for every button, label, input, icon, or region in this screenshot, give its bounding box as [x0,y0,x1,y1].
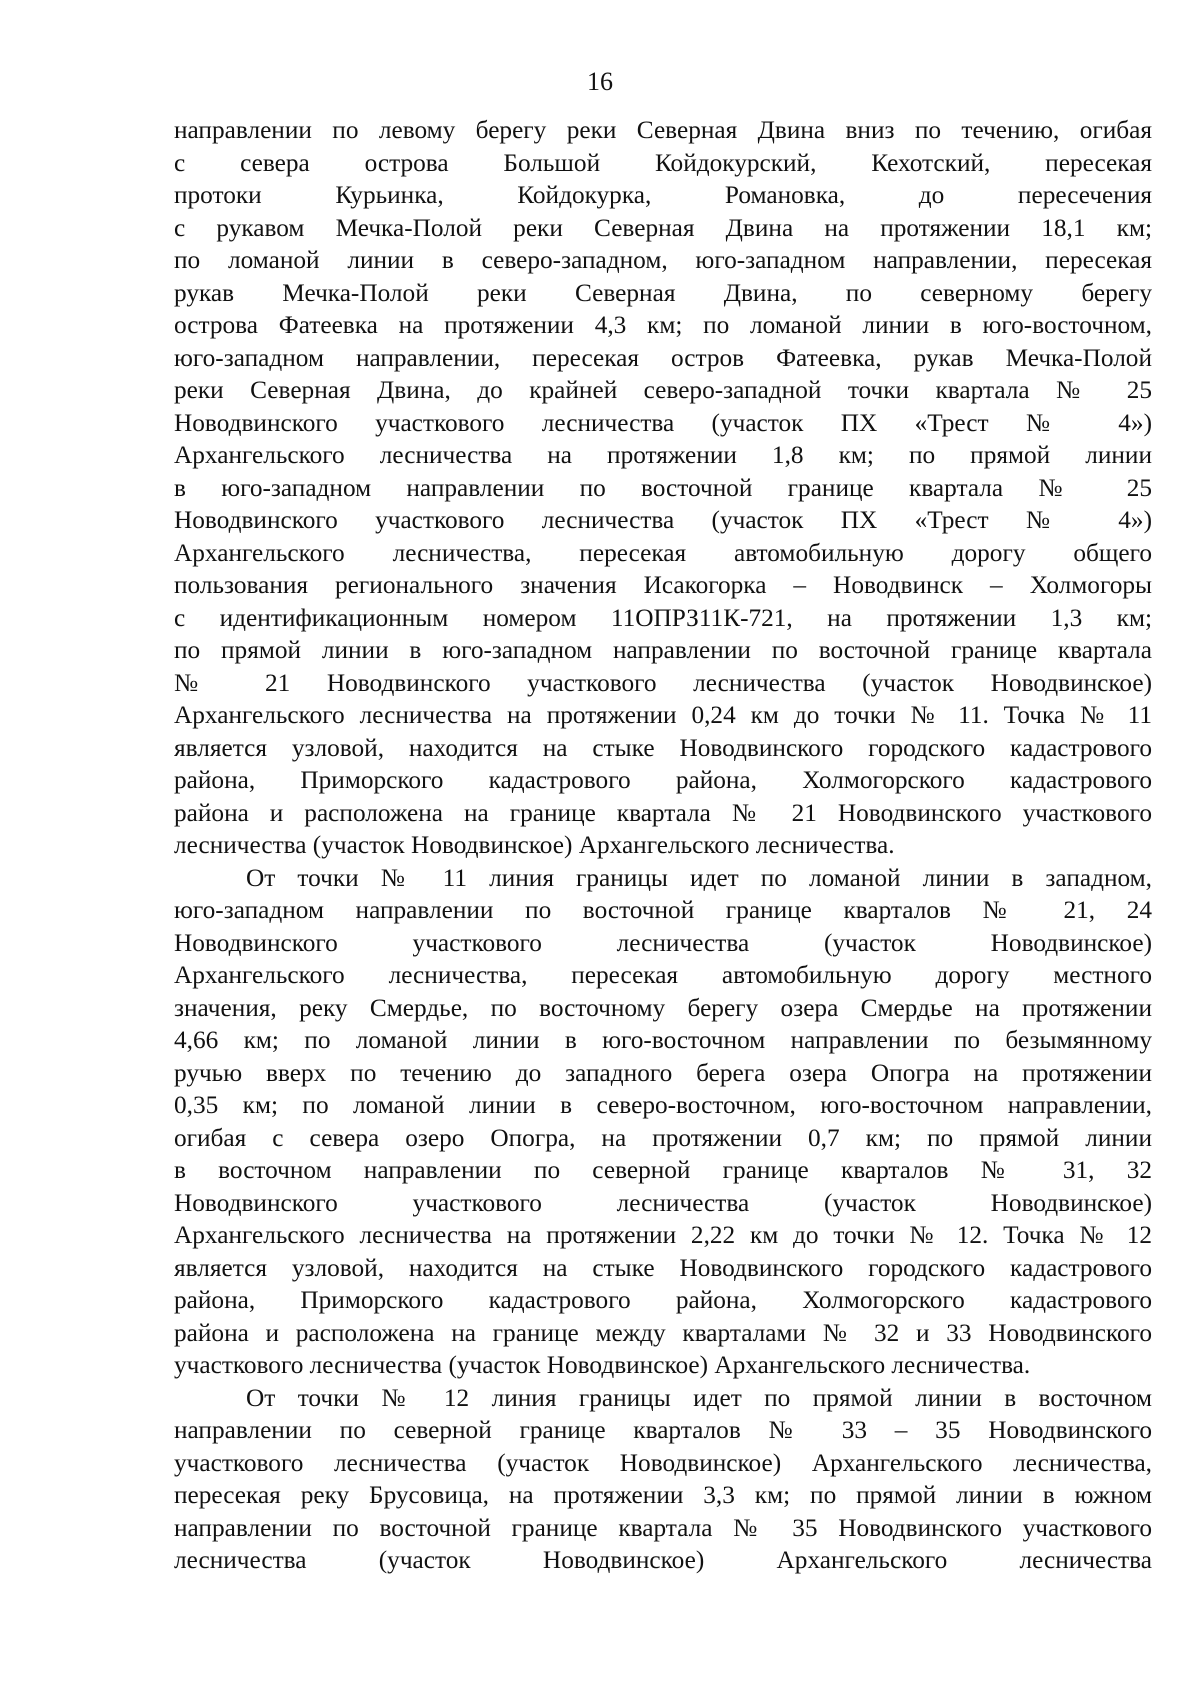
text-line: Новодвинского участкового лесничества (участок ПХ «Трест № 4») [174,408,1152,437]
text-line: направлении по северной границе кварталов № 33 – 35 Новодвинского [174,1416,1152,1444]
text-line: юго-западном направлении, пересекая остров Фатеевка, рукав Мечка-Полой [174,343,1152,372]
text-line: с рукавом Мечка-Полой реки Северная Двина на протяжении 18,1 км; [174,213,1152,242]
text-line: Архангельского лесничества на протяжении 0,24 км до точки № 11. Точка № 11 [174,701,1152,729]
text-line: района, Приморского кадастрового района, Холмогорского кадастрового [174,766,1152,794]
text-line: по прямой линии в юго-западном направлении по восточной границе квартала [174,636,1152,664]
text-line: направлении по левому берегу реки Северная Двина вниз по течению, огибая [174,116,1152,144]
text-line: протоки Курьинка, Койдокурка, Романовка, до пересечения [174,181,1152,209]
text-line: участкового лесничества (участок Новодвинское) Архангельского лесничества. [174,1351,1031,1379]
paragraph-2 [174,862,1152,1382]
text-line: рукав Мечка-Полой реки Северная Двина, по северному берегу [174,278,1152,307]
text-line: района и расположена на границе между кварталами № 32 и 33 Новодвинского [174,1318,1152,1347]
text-line: От точки № 12 линия границы идет по прямой линии в восточном [246,1383,1152,1412]
page-number: 16 [587,67,613,96]
text-line: лесничества (участок Новодвинское) Архангельского лесничества. [174,831,895,859]
text-line: юго-западном направлении по восточной границе кварталов № 21, 24 [174,896,1152,924]
text-line: Новодвинского участкового лесничества (участок ПХ «Трест № 4») [174,506,1152,534]
text-line: 0,35 км; по ломаной линии в северо-восточном, юго-восточном направлении, [174,1091,1152,1119]
text-line: направлении по восточной границе квартала № 35 Новодвинского участкового [174,1513,1152,1542]
text-line: является узловой, находится на стыке Новодвинского городского кадастрового [174,733,1152,762]
text-line: острова Фатеевка на протяжении 4,3 км; по ломаной линии в юго-восточном, [174,311,1152,339]
text-line: района, Приморского кадастрового района, Холмогорского кадастрового [174,1286,1152,1314]
text-line: Архангельского лесничества, пересекая автомобильную дорогу общего [174,538,1152,567]
text-line: в юго-западном направлении по восточной границе квартала № 25 [174,473,1152,502]
text-line: Архангельского лесничества на протяжении 1,8 км; по прямой линии [174,441,1152,469]
text-line: по ломаной линии в северо-западном, юго-западном направлении, пересекая [174,246,1152,274]
paragraph-1 [174,114,1152,862]
text-line: № 21 Новодвинского участкового лесничества (участок Новодвинское) [174,668,1152,697]
text-line: с севера острова Большой Койдокурский, Кехотский, пересекая [174,148,1152,177]
text-line: лесничества (участок Новодвинское) Архангельского лесничества [174,1546,1152,1574]
document-body [174,114,1152,1577]
text-line: значения, реку Смердье, по восточному берегу озера Смердье на протяжении [174,993,1152,1022]
paragraph-3 [174,1382,1152,1577]
text-line: в восточном направлении по северной границе кварталов № 31, 32 [174,1156,1152,1184]
text-line: ручью вверх по течению до западного берега озера Опогра на протяжении [174,1058,1152,1087]
text-line: Архангельского лесничества на протяжении 2,22 км до точки № 12. Точка № 12 [174,1221,1152,1249]
text-line: района и расположена на границе квартала № 21 Новодвинского участкового [174,798,1152,827]
text-line: участкового лесничества (участок Новодвинское) Архангельского лесничества, [174,1448,1152,1477]
text-line: Архангельского лесничества, пересекая автомобильную дорогу местного [174,961,1152,989]
text-line: Новодвинского участкового лесничества (участок Новодвинское) [174,928,1152,957]
text-line: реки Северная Двина, до крайней северо-западной точки квартала № 25 [174,376,1152,404]
text-line: с идентификационным номером 11ОПРЗ11К-721, на протяжении 1,3 км; [174,603,1152,632]
text-line: 4,66 км; по ломаной линии в юго-восточном направлении по безымянному [174,1026,1152,1054]
text-line: пользования регионального значения Исакогорка – Новодвинск – Холмогоры [174,571,1152,599]
text-line: является узловой, находится на стыке Новодвинского городского кадастрового [174,1253,1152,1282]
text-line: Новодвинского участкового лесничества (участок Новодвинское) [174,1188,1152,1217]
text-line: От точки № 11 линия границы идет по ломаной линии в западном, [246,863,1152,892]
text-line: огибая с севера озеро Опогра, на протяжении 0,7 км; по прямой линии [174,1123,1152,1152]
text-line: пересекая реку Брусовица, на протяжении 3,3 км; по прямой линии в южном [174,1481,1152,1509]
